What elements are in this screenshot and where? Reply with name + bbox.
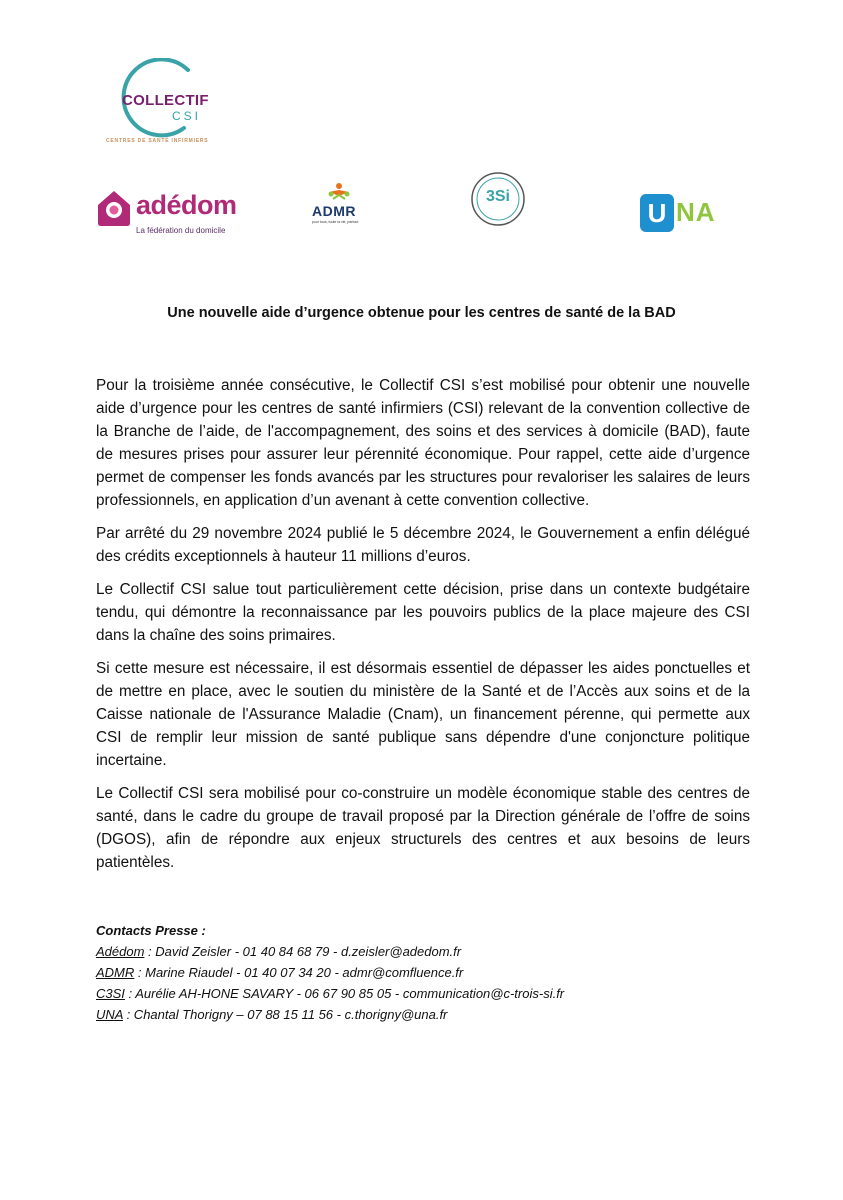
- adedom-house-icon: [96, 189, 132, 227]
- adedom-logo-word: adédom: [136, 190, 237, 220]
- una-logo-na: NA: [676, 197, 716, 227]
- contact-detail: : David Zeisler - 01 40 84 68 79 - d.zeisler@adedom.fr: [144, 944, 462, 959]
- paragraph: Le Collectif CSI salue tout particulièrement cette décision, prise dans un contexte budgétaire tendu, qui démontre la reconnaissance par les pouvoirs publics de la place majeure des CSI dans la chaîne des soins primaires.: [96, 581, 750, 644]
- una-logo-u: U: [640, 194, 674, 232]
- admr-logo: [308, 182, 372, 230]
- c3si-logo: [470, 171, 526, 227]
- paragraph: Si cette mesure est nécessaire, il est désormais essentiel de dépasser les aides ponctuelles et de mettre en place, avec le soutien du ministère de la Santé et de l’Accès aux soins et de la Caisse nationale de l'Assurance Maladie (Cnam), un financement pérenne, qui permette aux CSI de remplir leur mission de santé publique sans dépendre d'une conjoncture politique incertaine.: [96, 660, 750, 769]
- contact-org: ADMR: [96, 965, 135, 980]
- csi-logo-sub: CSI: [172, 109, 202, 123]
- paragraph: Pour la troisième année consécutive, le Collectif CSI s’est mobilisé pour obtenir une nouvelle aide d’urgence pour les centres de santé infirmiers (CSI) relevant de la convention collective de la Branche de l’aide, de l'accompagnement, des soins et des services à domicile (BAD), faute de mesures prises pour assurer leur pérennité économique. Pour rappel, cette aide d’urgence permet de compenser les fonds avancés par les structures pour revaloriser les salaires de leurs professionnels, en application d’un avenant à cette convention collective.: [96, 377, 750, 509]
- contacts-heading: Contacts Presse :: [96, 923, 206, 938]
- contact-detail: : Chantal Thorigny – 07 88 15 11 56 - c.thorigny@una.fr: [122, 1007, 448, 1022]
- document-title: Une nouvelle aide d’urgence obtenue pour les centres de santé de la BAD: [167, 305, 676, 321]
- adedom-logo: [96, 186, 241, 238]
- una-logo: [638, 192, 733, 236]
- admr-logo-tagline: pour tous, toute la vie, partout: [312, 220, 359, 224]
- admr-logo-word: ADMR: [312, 203, 356, 219]
- collectif-csi-logo: [100, 58, 230, 153]
- contact-org: Adédom: [96, 944, 145, 959]
- c3si-logo-word: 3Si: [485, 188, 510, 205]
- contact-line: [96, 983, 564, 1004]
- press-contacts: [96, 920, 564, 1025]
- contact-org: UNA: [96, 1007, 123, 1022]
- contact-line: [96, 962, 564, 983]
- contact-detail: : Aurélie AH-HONE SAVARY - 06 67 90 85 05 - communication@c-trois-si.fr: [124, 986, 565, 1001]
- paragraph: Par arrêté du 29 novembre 2024 publié le 5 décembre 2024, le Gouvernement a enfin délégué des crédits exceptionnels à hauteur 11 millions d’euros.: [96, 525, 750, 565]
- contact-org: C3SI: [96, 986, 125, 1001]
- admr-people-icon: [324, 182, 354, 202]
- contact-line: [96, 941, 564, 962]
- document-body: [96, 374, 750, 884]
- paragraph: Le Collectif CSI sera mobilisé pour co-construire un modèle économique stable des centres de santé, dans le cadre du groupe de travail proposé par la Direction générale de l’offre de soins (DGOS), afin de répondre aux enjeux structurels des centres et aux besoins de leurs patientèles.: [96, 785, 750, 871]
- adedom-logo-tagline: La fédération du domicile: [136, 226, 226, 235]
- contact-detail: : Marine Riaudel - 01 40 07 34 20 - admr@comfluence.fr: [134, 965, 464, 980]
- contact-line: [96, 1004, 564, 1025]
- csi-logo-tagline: CENTRES DE SANTÉ INFIRMIERS: [106, 138, 209, 144]
- csi-logo-word: COLLECTIF: [122, 92, 209, 109]
